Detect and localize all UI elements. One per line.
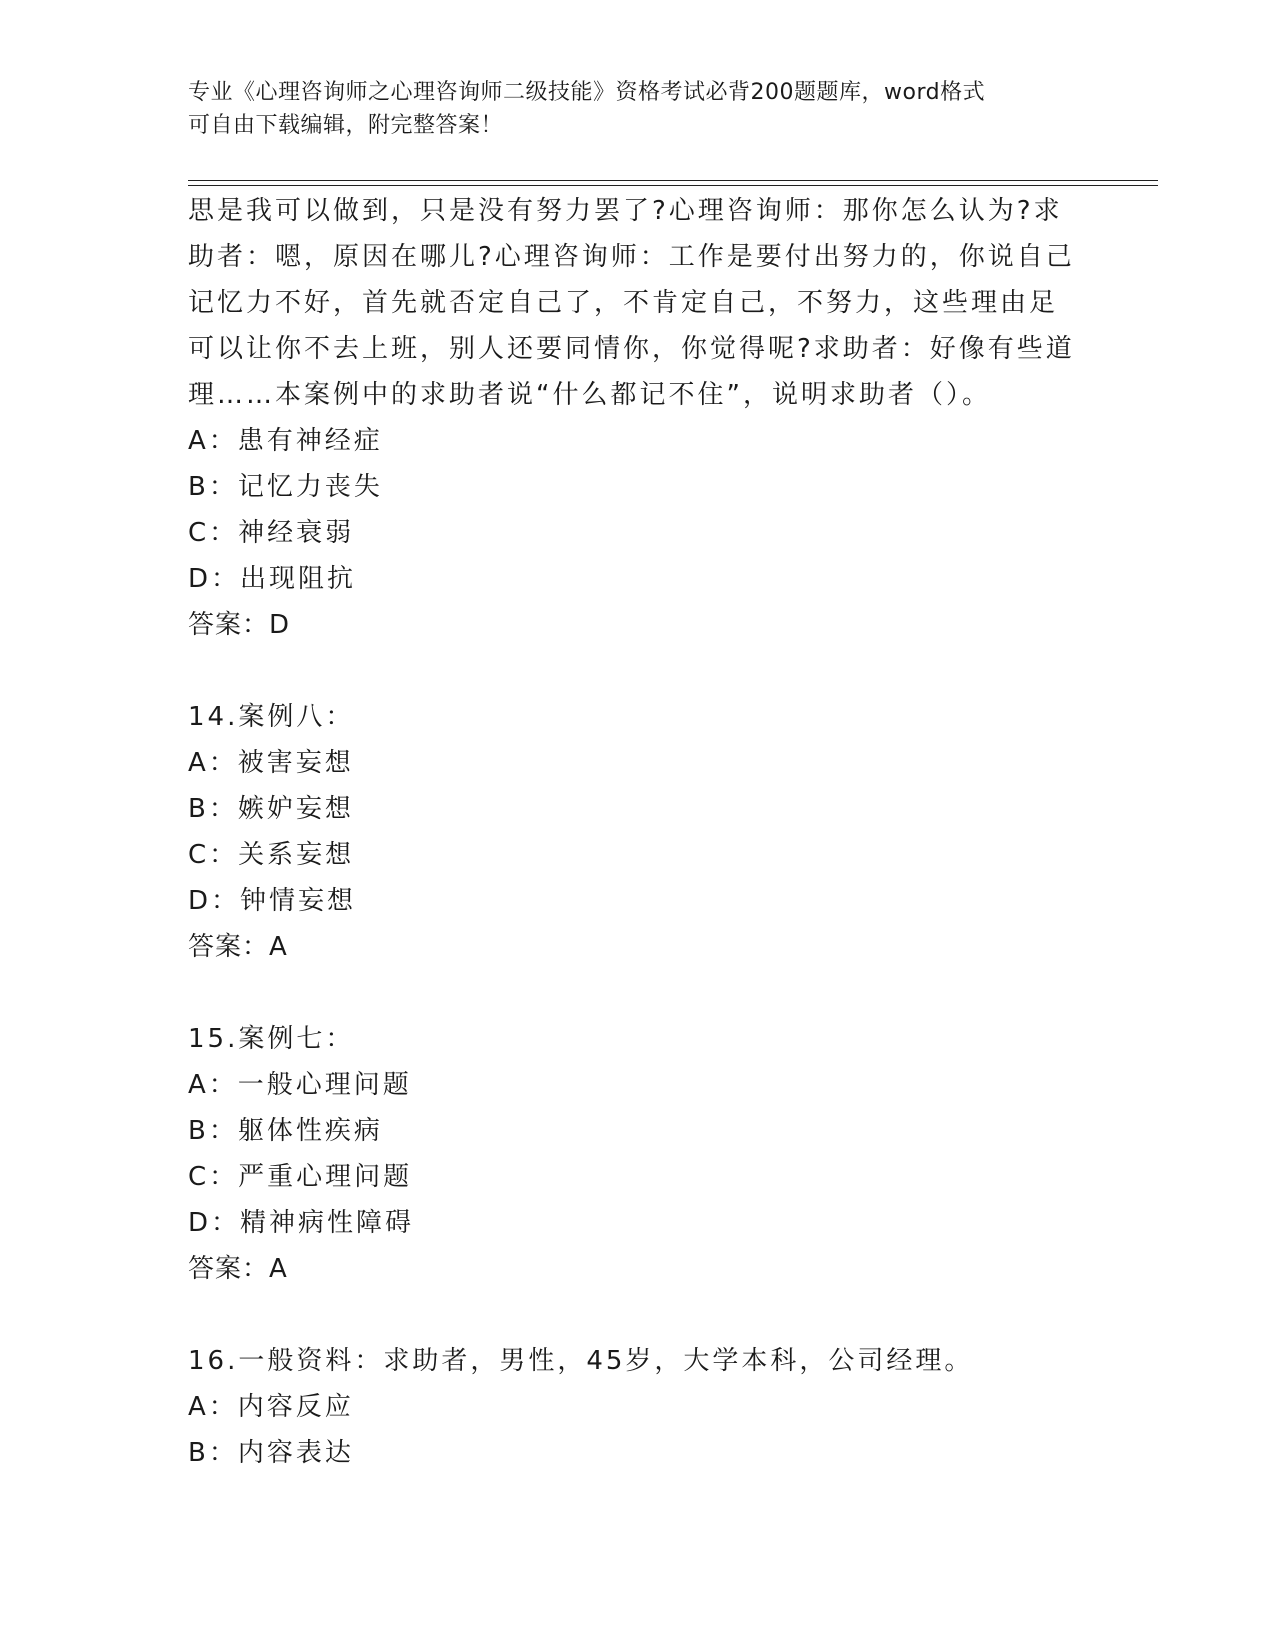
question-continuation — [188, 188, 1088, 648]
document-body — [188, 188, 1088, 1476]
option-c: C：关系妄想 — [188, 840, 355, 870]
answer-line: 答案：D — [188, 610, 291, 640]
option-a: A：被害妄想 — [188, 748, 354, 778]
option-a: A：患有神经症 — [188, 426, 383, 456]
option-a: A：一般心理问题 — [188, 1070, 412, 1100]
option-b: B：记忆力丧失 — [188, 472, 383, 502]
spacer — [188, 970, 1088, 1016]
header-title-line-2: 可自由下载编辑，附完整答案！ — [188, 113, 504, 138]
option-a: A：内容反应 — [188, 1392, 354, 1422]
option-d: D：精神病性障碍 — [188, 1208, 415, 1238]
passage-line: 记忆力不好，首先就否定自己了，不肯定自己，不努力，这些理由足 — [188, 288, 1059, 318]
option-b: B：躯体性疾病 — [188, 1116, 383, 1146]
question-stem: 14.案例八： — [188, 702, 355, 732]
question-14 — [188, 694, 1088, 970]
option-c: C：严重心理问题 — [188, 1162, 413, 1192]
header-divider-bottom — [188, 185, 1158, 186]
question-stem: 15.案例七： — [188, 1024, 355, 1054]
passage-line: 助者：嗯，原因在哪儿?心理咨询师：工作是要付出努力的，你说自己 — [188, 242, 1075, 272]
question-15 — [188, 1016, 1088, 1292]
passage-line: 思是我可以做到，只是没有努力罢了?心理咨询师：那你怎么认为?求 — [188, 196, 1063, 226]
option-d: D：出现阻抗 — [188, 564, 357, 594]
option-d: D：钟情妄想 — [188, 886, 357, 916]
header-title-line-1: 专业《心理咨询师之心理咨询师二级技能》资格考试必背200题题库，word格式 — [188, 80, 986, 105]
document-header — [188, 76, 1088, 142]
question-16 — [188, 1338, 1088, 1476]
answer-line: 答案：A — [188, 932, 288, 962]
answer-line: 答案：A — [188, 1254, 288, 1284]
option-b: B：嫉妒妄想 — [188, 794, 354, 824]
passage-line: 理……本案例中的求助者说“什么都记不住”，说明求助者（）。 — [188, 380, 991, 410]
spacer — [188, 1292, 1088, 1338]
spacer — [188, 648, 1088, 694]
question-stem: 16.一般资料：求助者，男性，45岁，大学本科，公司经理。 — [188, 1346, 974, 1376]
passage-line: 可以让你不去上班，别人还要同情你，你觉得呢?求助者：好像有些道 — [188, 334, 1075, 364]
header-divider-top — [188, 180, 1158, 181]
option-b: B：内容表达 — [188, 1438, 354, 1468]
option-c: C：神经衰弱 — [188, 518, 355, 548]
